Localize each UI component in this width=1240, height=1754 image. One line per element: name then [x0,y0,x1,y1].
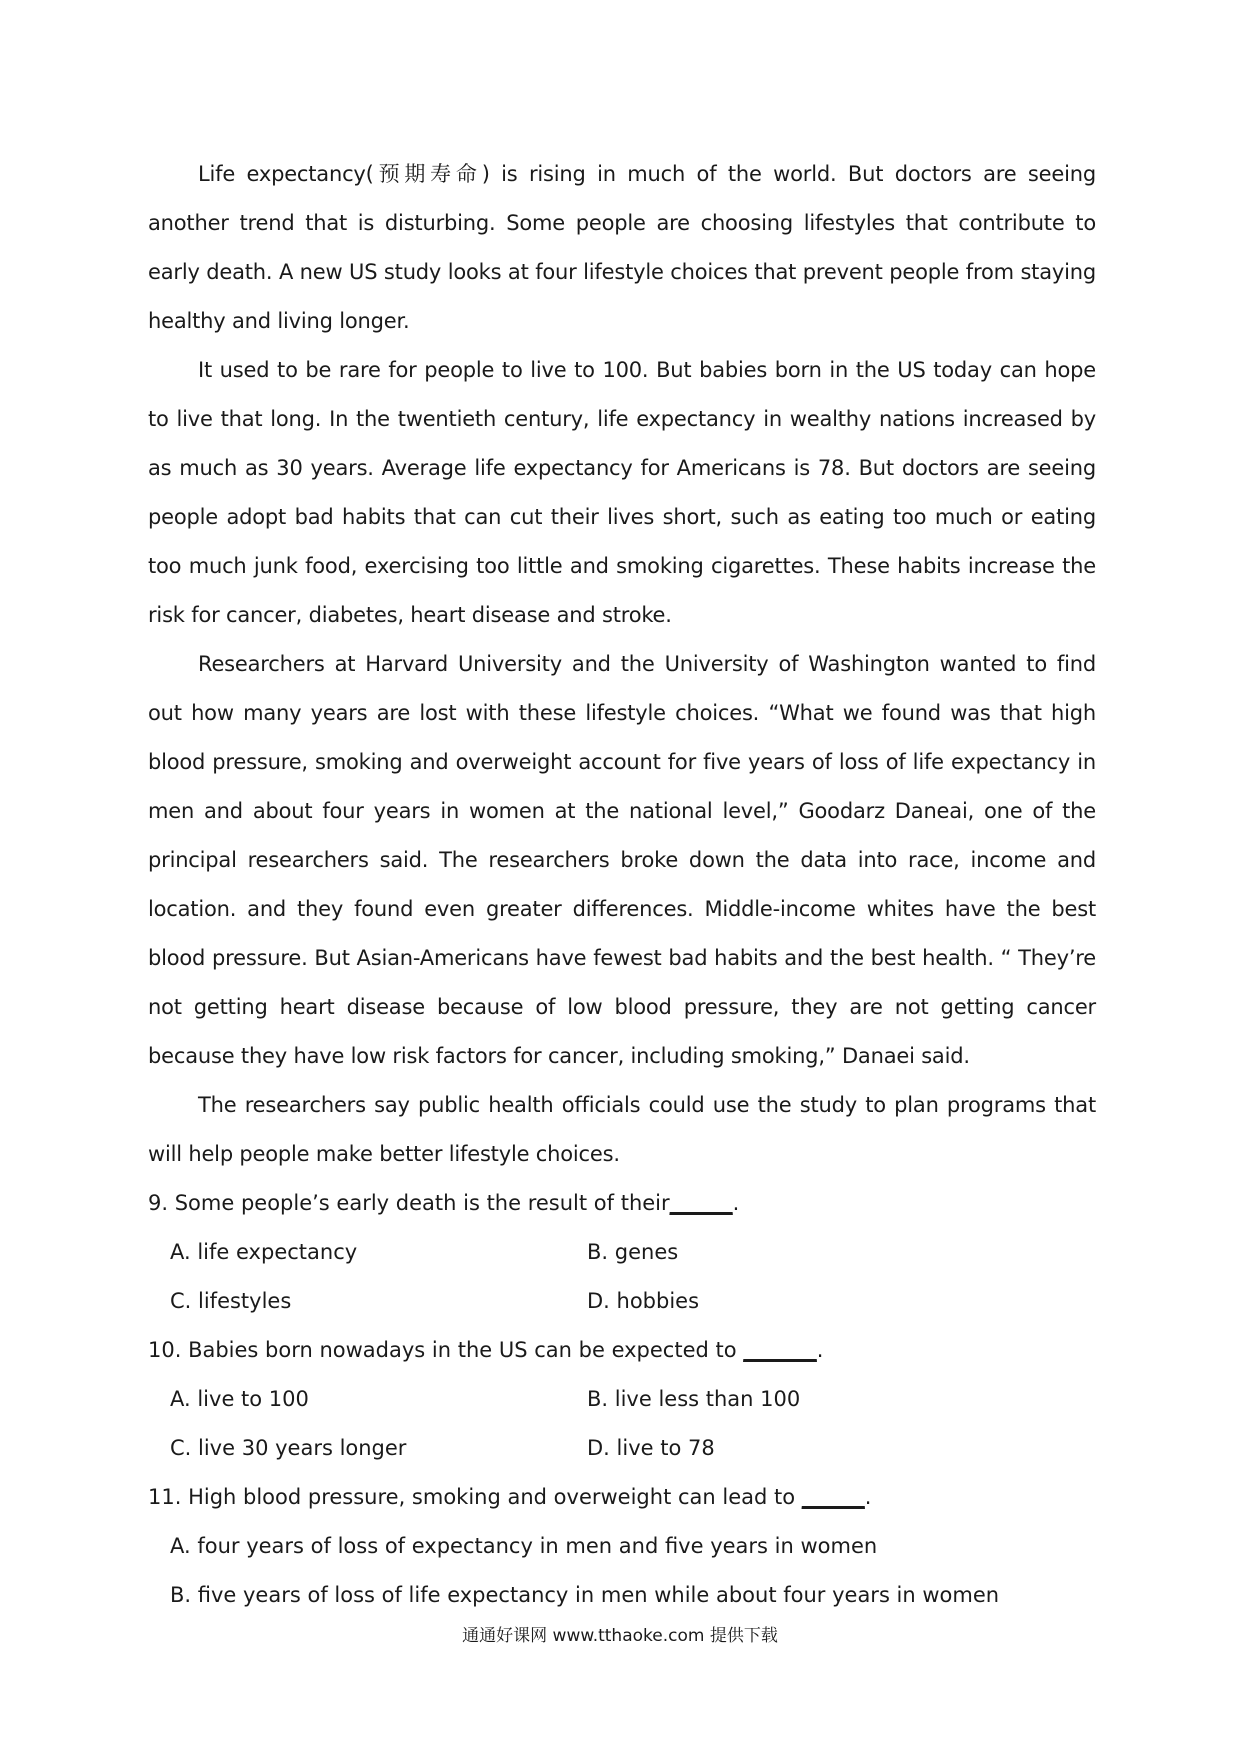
question-9 [148,1179,1096,1326]
question-10-options-row-1 [148,1375,1096,1424]
paragraph-3: Researchers at Harvard University and the University of Washington wanted to find out how many years are lost with these lifestyle choices. “What we found was that high blood pressure, smoking and overweight account for five years of loss of life expectancy in men and about four years in women at the national level,” Goodarz Daneai, one of the principal researchers said. The researchers broke down the data into race, income and location. and they found even greater differences. Middle-income whites have the best blood pressure. But Asian-Americans have fewest bad habits and the best health. “ They’re not getting heart disease because of low blood pressure, they are not getting cancer because they have low risk factors for cancer, including smoking,” Danaei said. [148,652,1096,1068]
paragraph-1: Life expectancy(预期寿命) is rising in much of the world. But doctors are seeing another trend that is disturbing. Some people are choosing lifestyles that contribute to early death. A new US study looks at four lifestyle choices that prevent people from staying healthy and living longer. [148,162,1096,333]
option-c: C. lifestyles [170,1289,292,1313]
question-10-options-row-2 [148,1424,1096,1473]
option-a: A. four years of loss of expectancy in men and five years in women [170,1534,878,1558]
question-9-stem: 9. Some people’s early death is the result of their______. [148,1191,740,1215]
option-a: A. life expectancy [170,1240,358,1264]
option-b: B. live less than 100 [587,1387,801,1411]
option-a: A. live to 100 [170,1387,309,1411]
option-d: D. hobbies [587,1289,700,1313]
question-9-options-row-2 [148,1277,1096,1326]
answer-blank: ______ [669,1191,733,1215]
passage-content [148,150,1096,1620]
question-11-stem: 11. High blood pressure, smoking and overweight can lead to ______. [148,1485,872,1509]
paragraph-4: The researchers say public health officials could use the study to plan programs that will help people make better lifestyle choices. [148,1093,1096,1166]
paragraph-2: It used to be rare for people to live to 100. But babies born in the US today can hope to live that long. In the twentieth century, life expectancy in wealthy nations increased by as much as 30 years. Average life expectancy for Americans is 78. But doctors are seeing people adopt bad habits that can cut their lives short, such as eating too much or eating too much junk food, exercising too little and smoking cigarettes. These habits increase the risk for cancer, diabetes, heart disease and stroke. [148,358,1096,627]
option-b: B. five years of loss of life expectancy in men while about four years in women [170,1583,1000,1607]
page-footer: 通通好课网 www.tthaoke.com 提供下载 [462,1626,778,1646]
question-11 [148,1473,1096,1620]
option-d: D. live to 78 [587,1436,715,1460]
question-10-stem: 10. Babies born nowadays in the US can be expected to _______. [148,1338,824,1362]
answer-blank: ______ [801,1485,865,1509]
question-9-options-row-1 [148,1228,1096,1277]
question-10 [148,1326,1096,1473]
option-b: B. genes [587,1240,679,1264]
option-c: C. live 30 years longer [170,1436,407,1460]
answer-blank: _______ [743,1338,817,1362]
